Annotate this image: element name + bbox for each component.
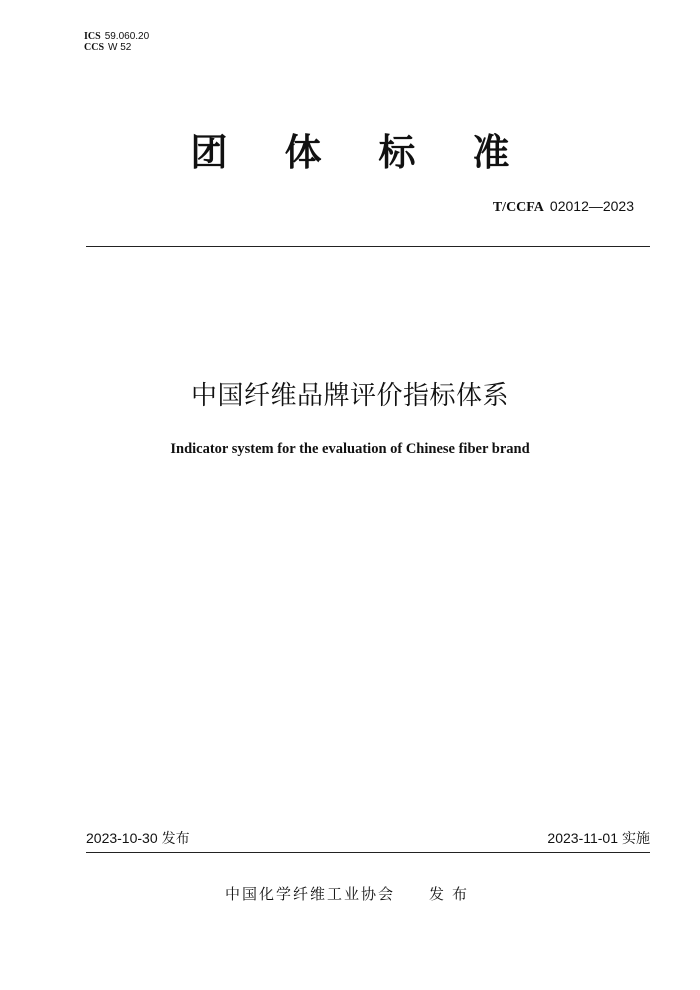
ics-value: 59.060.20 <box>104 31 150 42</box>
ccs-classification <box>84 42 131 53</box>
ccs-label: CCS <box>84 42 105 53</box>
implement-date: 2023-11-01 <box>547 830 618 846</box>
ccs-value: W 52 <box>108 42 132 53</box>
publisher-line <box>0 884 700 904</box>
title-chinese: 中国纤维品牌评价指标体系 <box>190 381 509 411</box>
bottom-divider <box>86 852 650 853</box>
standard-code <box>493 198 634 216</box>
standard-type-char: 团 <box>190 131 228 174</box>
standard-code-prefix: T/CCFA <box>492 200 544 215</box>
implement-label: 实施 <box>622 831 650 847</box>
standard-type-char: 体 <box>284 131 322 174</box>
ics-label: ICS <box>84 31 101 42</box>
standard-type-char: 准 <box>472 131 510 174</box>
standard-type-heading <box>0 128 700 178</box>
top-divider <box>86 246 650 247</box>
issue-date: 2023-10-30 <box>86 830 158 846</box>
ics-classification <box>84 31 149 42</box>
publisher-action: 发布 <box>429 885 476 903</box>
implement-date-line <box>547 829 650 848</box>
standard-type-char: 标 <box>378 131 416 174</box>
issue-label: 发布 <box>161 831 190 847</box>
title-english: Indicator system for the evaluation of Chinese fiber brand <box>170 441 530 457</box>
standard-code-number: 02012—2023 <box>549 198 634 214</box>
issue-date-line <box>86 829 190 848</box>
publisher-org: 中国化学纤维工业协会 <box>224 885 395 903</box>
